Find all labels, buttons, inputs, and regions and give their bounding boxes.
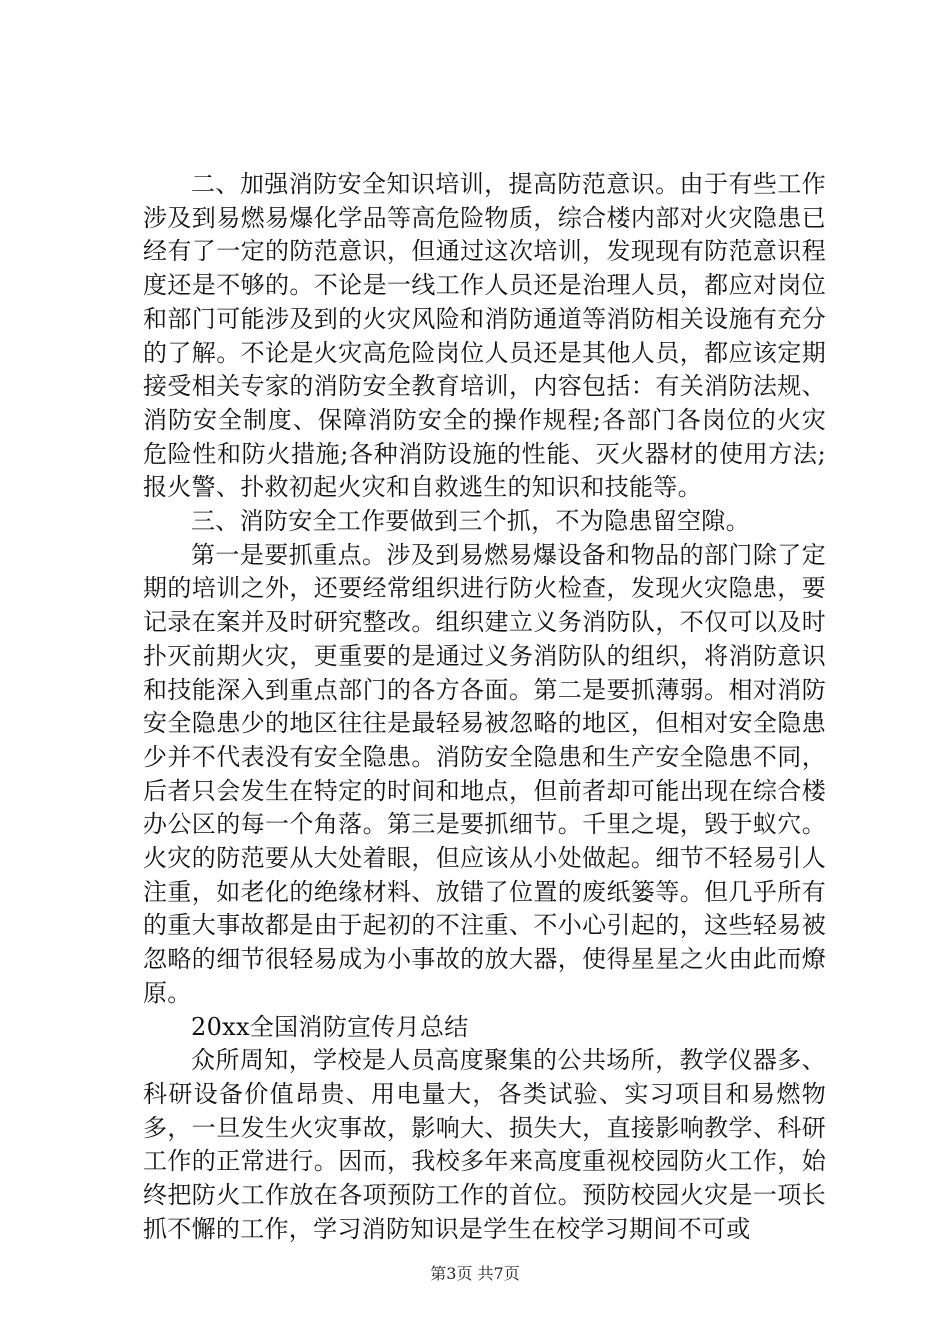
paragraph-school-intro: 众所周知，学校是人员高度聚集的公共场所，教学仪器多、科研设备价值昂贵、用电量大，各类试验、实习项目和易燃物多，一旦发生火灾事故，影响大、损失大，直接影响教学、科研工作的正常进行。因而，我校多年来高度重视校园防火工作，始终把防火工作放在各项预防工作的首位。预防校园火灾是一项长抓不懈的工作，学习消防知识是学生在校学习期间不可或 — [143, 1046, 826, 1243]
paragraph-key-points: 第一是要抓重点。涉及到易燃易爆设备和物品的部门除了定期的培训之外，还要经常组织进行防火检查，发现火灾隐患，要记录在案并及时研究整改。组织建立义务消防队，不仅可以及时扑灭前期火灾，更重要的是通过义务消防队的组织，将消防意识和技能深入到重点部门的各方各面。第二是要抓薄弱。相对消防安全隐患少的地区往往是最轻易被忽略的地区，但相对安全隐患少并不代表没有安全隐患。消防安全隐患和生产安全隐患不同，后者只会发生在特定的时间和地点，但前者却可能出现在综合楼办公区的每一个角落。第三是要抓细节。千里之堤，毁于蚁穴。火灾的防范要从大处着眼，但应该从小处做起。细节不轻易引人注重，如老化的绝缘材料、放错了位置的废纸篓等。但几乎所有的重大事故都是由于起初的不注重、不小心引起的，这些轻易被忽略的细节很轻易成为小事故的放大器，使得星星之火由此而燎原。 — [143, 540, 826, 1007]
paragraph-three-grasps-heading: 三、消防安全工作要做到三个抓，不为隐患留空隙。 — [191, 507, 750, 536]
page-number-footer: 第3页 共7页 — [430, 1264, 520, 1283]
section-title: 20xx全国消防宣传月总结 — [191, 1012, 469, 1041]
paragraph-training: 二、加强消防安全知识培训，提高防范意识。由于有些工作涉及到易燃易爆化学品等高危险物质，综合楼内部对火灾隐患已经有了一定的防范意识，但通过这次培训，发现现有防范意识程度还是不够的。不论是一线工作人员还是治理人员，都应对岗位和部门可能涉及到的火灾风险和消防通道等消防相关设施有充分的了解。不论是火灾高危险岗位人员还是其他人员，都应该定期接受相关专家的消防安全教育培训，内容包括：有关消防法规、消防安全制度、保障消防安全的操作规程;各部门各岗位的火灾危险性和防火措施;各种消防设施的性能、灭火器材的使用方法;报火警、扑救初起火灾和自救逃生的知识和技能等。 — [143, 170, 826, 502]
document-body — [143, 168, 826, 1247]
